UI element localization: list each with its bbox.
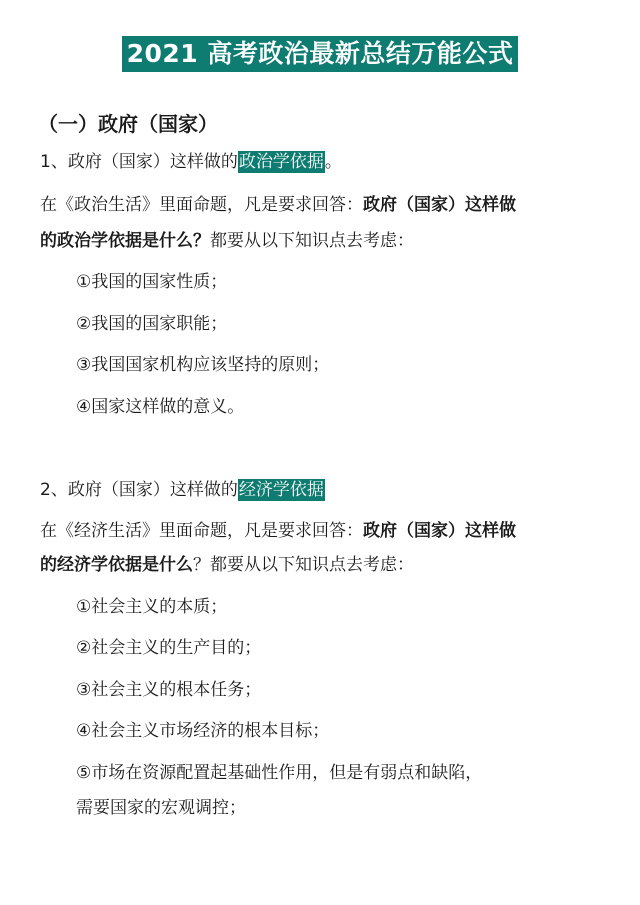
topic-intro-line-2 xyxy=(40,552,414,578)
intro-text: 都要从以下知识点去考虑： xyxy=(210,231,414,251)
intro-text: ？都要从以下知识点去考虑： xyxy=(193,555,414,575)
list-item: ①社会主义的本质； xyxy=(76,597,228,617)
topic-intro-line-1 xyxy=(40,518,516,544)
intro-text: 在《经济生活》里面命题，凡是要求回答： xyxy=(40,521,363,541)
title-banner xyxy=(0,36,640,72)
topic-heading-2 xyxy=(40,477,325,503)
intro-bold-text: 的经济学依据是什么 xyxy=(40,555,193,575)
intro-bold-text: 政府（国家）这样做 xyxy=(363,195,516,215)
topic-heading-prefix: 2、政府（国家）这样做的 xyxy=(40,480,238,500)
intro-bold-text: 政府（国家）这样做 xyxy=(363,521,516,541)
topic-highlight: 政治学依据 xyxy=(238,152,324,172)
list-item: ③社会主义的根本任务； xyxy=(76,680,262,700)
topic-heading-1 xyxy=(40,149,342,175)
intro-text: 在《政治生活》里面命题，凡是要求回答： xyxy=(40,195,363,215)
list-item: ④国家这样做的意义。 xyxy=(76,397,245,417)
topic-intro-line-1 xyxy=(40,192,516,218)
section-heading: （一）政府（国家） xyxy=(38,112,218,136)
list-item: ①我国的国家性质； xyxy=(76,272,228,292)
list-item: ②我国的国家职能； xyxy=(76,314,228,334)
topic-highlight: 经济学依据 xyxy=(238,480,324,500)
topic-heading-suffix: 。 xyxy=(324,152,342,172)
list-item: ③我国国家机构应该坚持的原则； xyxy=(76,355,330,375)
topic-intro-line-2 xyxy=(40,228,414,254)
list-item: ④社会主义市场经济的根本目标； xyxy=(76,721,330,741)
list-item: ②社会主义的生产目的； xyxy=(76,638,262,658)
list-item: ⑤市场在资源配置起基础性作用，但是有弱点和缺陷， xyxy=(76,763,483,783)
list-item-continuation: 需要国家的宏观调控； xyxy=(76,798,246,818)
page-title: 2021 高考政治最新总结万能公式 xyxy=(122,36,519,72)
topic-heading-prefix: 1、政府（国家）这样做的 xyxy=(40,152,238,172)
intro-bold-text: 的政治学依据是什么？ xyxy=(40,231,210,251)
